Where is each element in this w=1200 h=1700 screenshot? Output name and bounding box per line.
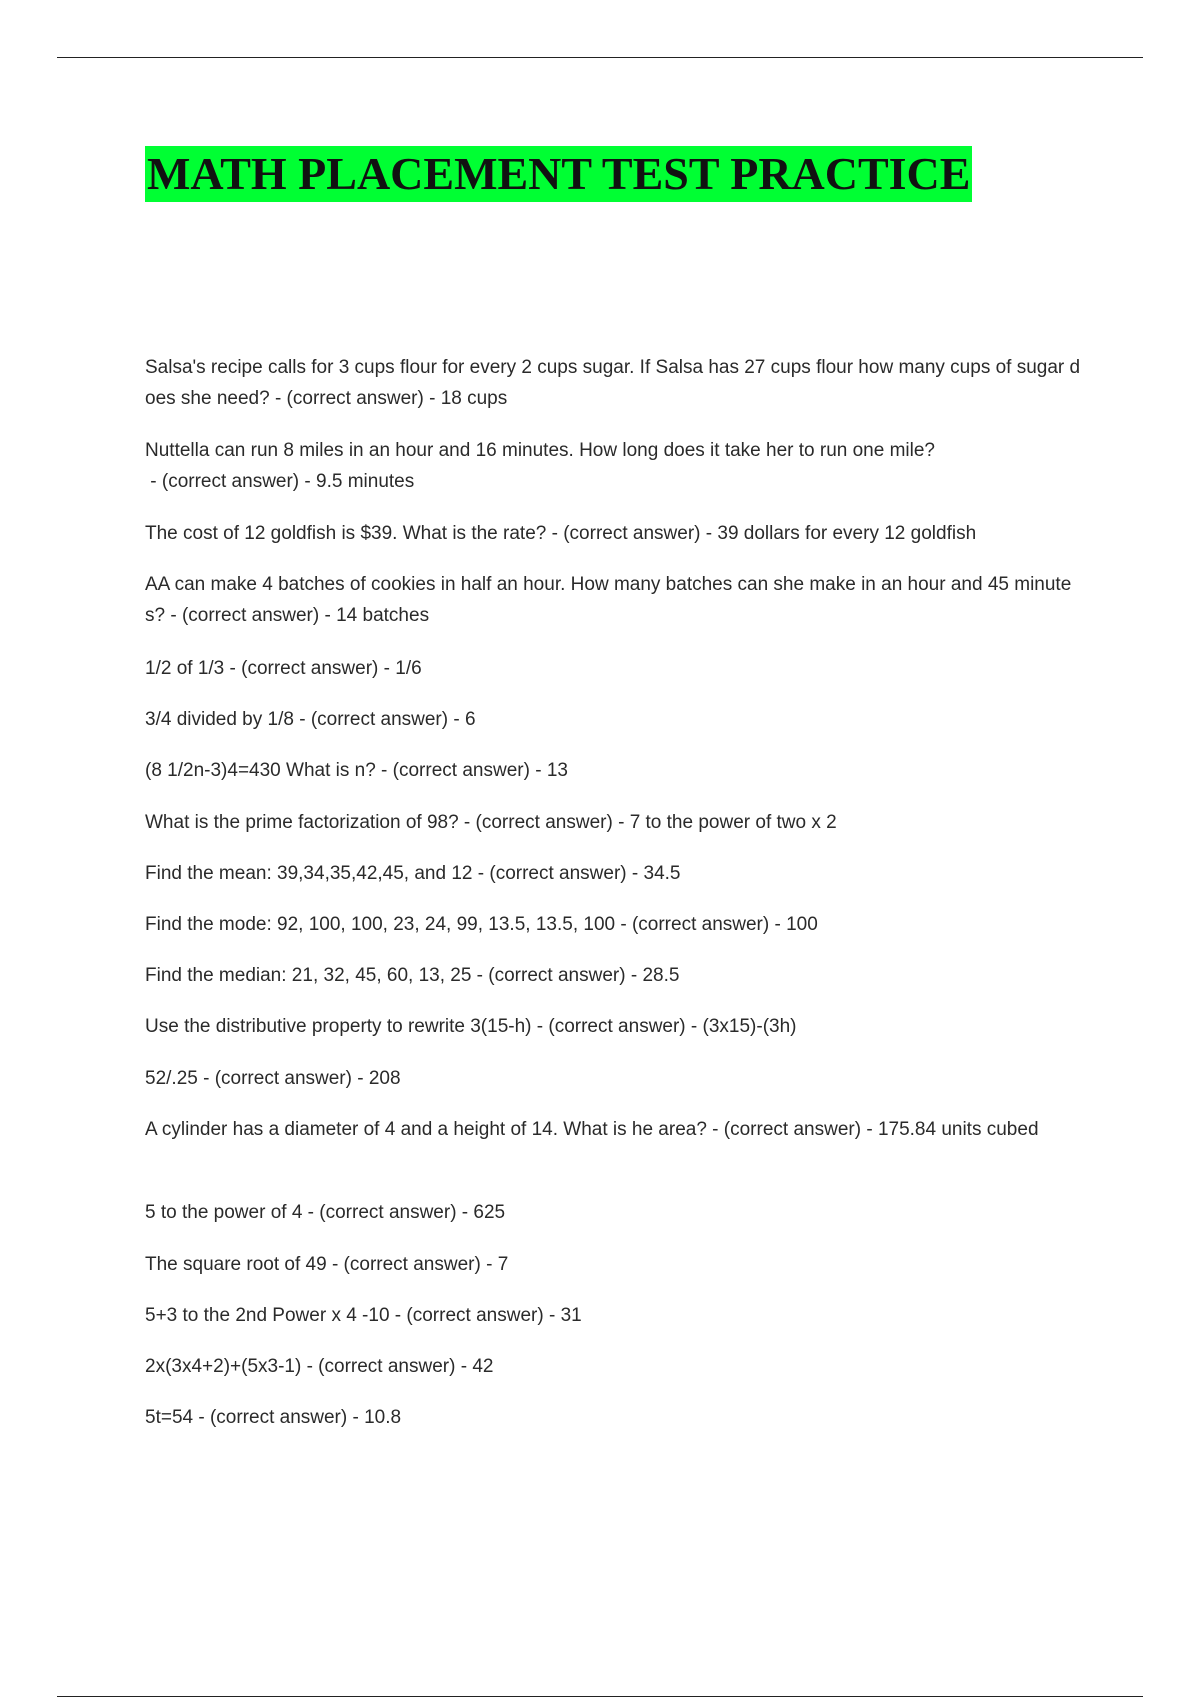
answer-separator: - (correct answer) -	[615, 914, 787, 935]
question-text: Nuttella can run 8 miles in an hour and 16 minutes. How long does it take her to run one mile?	[145, 440, 936, 461]
answer-separator: - (correct answer) -	[269, 388, 441, 409]
answer-separator: - (correct answer) -	[145, 471, 317, 492]
question-text: The square root of 49	[145, 1254, 327, 1275]
question-text: 5 to the power of 4	[145, 1202, 303, 1223]
answer-text: 39 dollars for every 12 goldfish	[717, 523, 977, 544]
question-text: Use the distributive property to rewrite 3(15-h)	[145, 1016, 532, 1037]
answer-text: 34.5	[643, 863, 681, 884]
answer-separator: - (correct answer) -	[301, 1356, 473, 1377]
qa-item	[145, 1402, 1085, 1433]
question-text: 1/2 of 1/3	[145, 658, 225, 679]
qa-item	[145, 1197, 1085, 1228]
question-text: Find the mode: 92, 100, 100, 23, 24, 99, 13.5, 13.5, 100	[145, 914, 616, 935]
answer-text: 6	[464, 709, 476, 730]
question-text: 3/4 divided by 1/8	[145, 709, 294, 730]
answer-text: 1/6	[395, 658, 422, 679]
answer-separator: - (correct answer) -	[458, 812, 630, 833]
answer-separator: - (correct answer) -	[193, 1407, 365, 1428]
answer-separator: - (correct answer) -	[197, 1068, 369, 1089]
answer-separator: - (correct answer) -	[165, 605, 337, 626]
question-text: 52/.25	[145, 1068, 198, 1089]
answer-separator: - (correct answer) -	[375, 760, 547, 781]
question-text: 2x(3x4+2)+(5x3-1)	[145, 1356, 302, 1377]
qa-item	[145, 569, 1085, 631]
page-title: MATH PLACEMENT TEST PRACTICE	[145, 146, 972, 202]
question-text: (8 1/2n-3)4=430 What is n?	[145, 760, 376, 781]
answer-separator: - (correct answer) -	[472, 863, 644, 884]
qa-item	[145, 435, 1085, 497]
qa-item	[145, 704, 1085, 735]
answer-separator: - (correct answer) -	[326, 1254, 498, 1275]
question-text: AA can make 4 batches of cookies in half an hour. How many batches can she make in an hour and 45 minutes?	[145, 574, 1072, 626]
top-divider	[57, 57, 1143, 58]
answer-text: 18 cups	[440, 388, 508, 409]
answer-text: 175.84 units cubed	[877, 1119, 1039, 1140]
question-text: Find the median: 21, 32, 45, 60, 13, 25	[145, 965, 472, 986]
question-text: The cost of 12 goldfish is $39. What is the rate?	[145, 523, 547, 544]
qa-item	[145, 755, 1085, 786]
answer-separator: - (correct answer) -	[224, 658, 396, 679]
qa-item	[145, 1249, 1085, 1280]
qa-item	[145, 653, 1085, 684]
qa-item	[145, 807, 1085, 838]
qa-item	[145, 518, 1085, 549]
bottom-divider	[57, 1696, 1143, 1697]
answer-text: 7 to the power of two x 2	[629, 812, 837, 833]
answer-separator: - (correct answer) -	[471, 965, 643, 986]
answer-separator: - (correct answer) -	[531, 1016, 703, 1037]
answer-separator: - (correct answer) -	[293, 709, 465, 730]
qa-item	[145, 1011, 1085, 1042]
qa-item	[145, 960, 1085, 991]
answer-text: 7	[497, 1254, 509, 1275]
answer-separator: - (correct answer) -	[706, 1119, 878, 1140]
answer-text: 42	[472, 1356, 494, 1377]
question-text: What is the prime factorization of 98?	[145, 812, 459, 833]
answer-text: 9.5 minutes	[316, 471, 415, 492]
question-text: Find the mean: 39,34,35,42,45, and 12	[145, 863, 473, 884]
answer-separator: - (correct answer) -	[302, 1202, 474, 1223]
answer-text: 28.5	[642, 965, 680, 986]
answer-text: 31	[560, 1305, 582, 1326]
question-text: Salsa's recipe calls for 3 cups flour for every 2 cups sugar. If Salsa has 27 cups flour how many cups of sugar does she need?	[145, 357, 1081, 409]
qa-item	[145, 1114, 1085, 1145]
question-text: 5t=54	[145, 1407, 194, 1428]
answer-text: 208	[368, 1068, 401, 1089]
answer-text: (3x15)-(3h)	[702, 1016, 797, 1037]
qa-item	[145, 858, 1085, 889]
answer-text: 100	[786, 914, 818, 935]
qa-item	[145, 1351, 1085, 1382]
question-text: 5+3 to the 2nd Power x 4 -10	[145, 1305, 390, 1326]
answer-separator: - (correct answer) -	[546, 523, 718, 544]
qa-item	[145, 1063, 1085, 1094]
qa-item	[145, 1300, 1085, 1331]
qa-item	[145, 909, 1085, 940]
answer-text: 14 batches	[336, 605, 430, 626]
answer-separator: - (correct answer) -	[389, 1305, 561, 1326]
qa-item	[145, 352, 1085, 414]
question-text: A cylinder has a diameter of 4 and a height of 14. What is he area?	[145, 1119, 707, 1140]
answer-text: 10.8	[364, 1407, 402, 1428]
answer-text: 13	[546, 760, 568, 781]
answer-text: 625	[473, 1202, 506, 1223]
